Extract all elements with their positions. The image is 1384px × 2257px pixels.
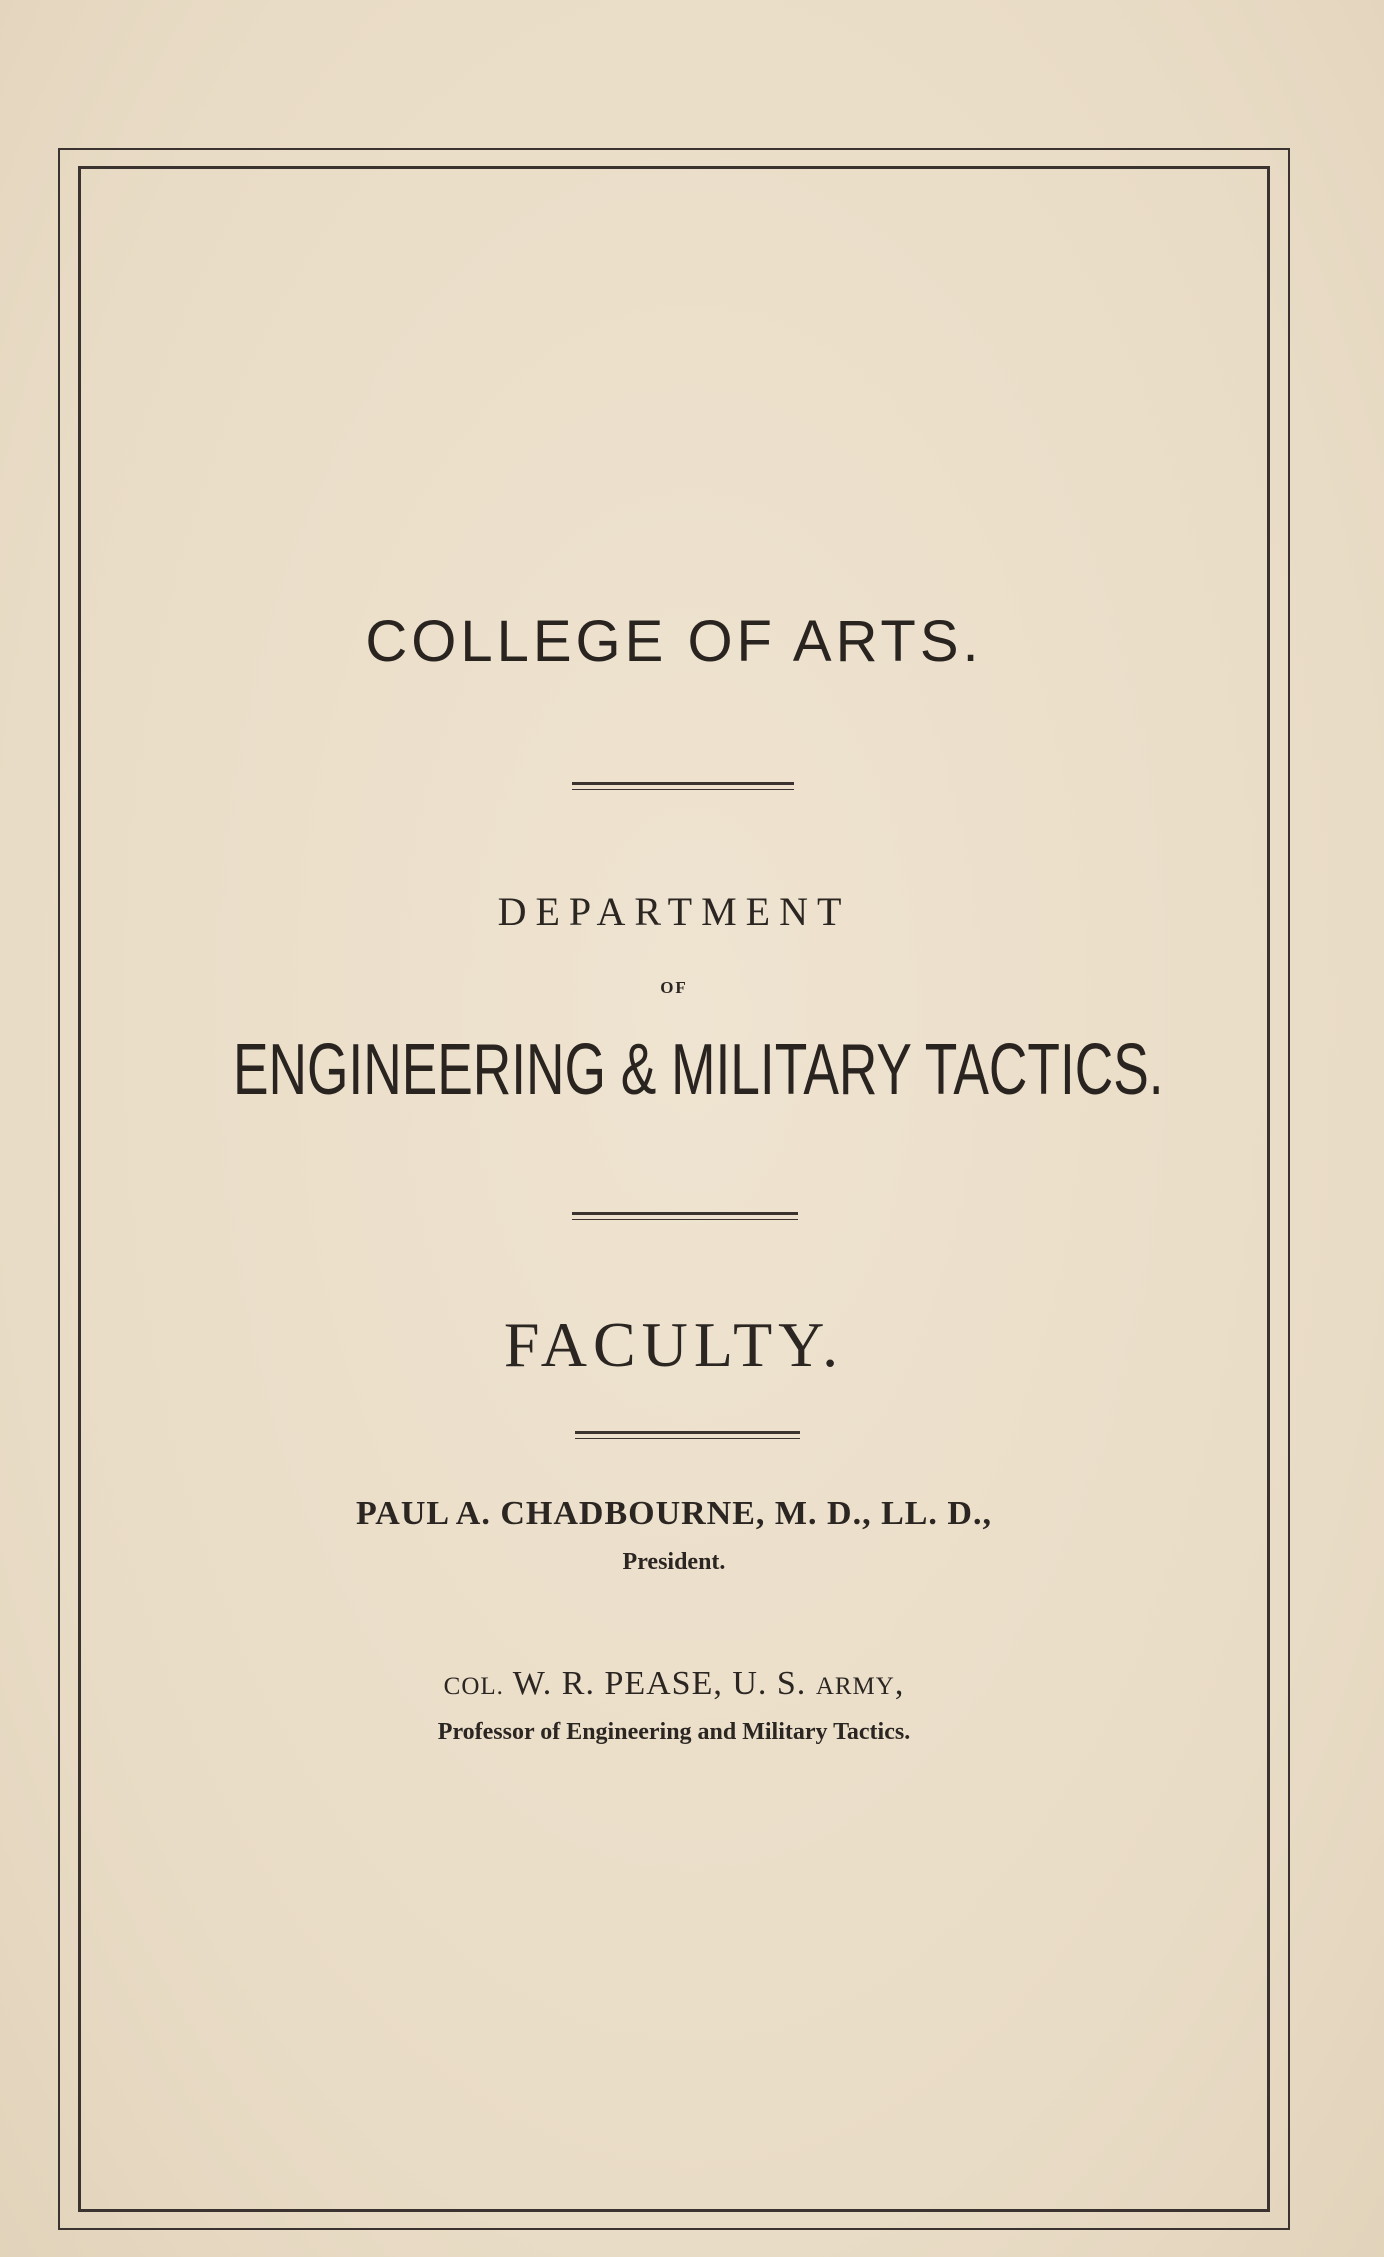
department-subject: ENGINEERING & MILITARY TACTICS. (232, 1030, 1164, 1110)
faculty-heading: FACULTY. (503, 1309, 845, 1380)
of-label: OF (660, 978, 688, 997)
department-heading: DEPARTMENT (497, 889, 851, 934)
name-suffix: ARMY (815, 1673, 895, 1700)
faculty-member-name (78, 1664, 1270, 1707)
faculty-member-name: PAUL A. CHADBOURNE, M. D., LL. D., (356, 1495, 992, 1532)
name-prefix: COL. (443, 1673, 504, 1700)
name-end: , (894, 1665, 905, 1702)
divider-rule (575, 1431, 800, 1439)
divider-rule (572, 1212, 798, 1220)
college-heading: COLLEGE OF ARTS. (365, 609, 983, 674)
faculty-member-role: President. (622, 1549, 726, 1575)
name-main: W. R. PEASE, U. S. (503, 1665, 816, 1702)
divider-rule (572, 782, 794, 790)
faculty-member-role: Professor of Engineering and Military Tactics. (437, 1719, 911, 1745)
inner-border-frame (78, 166, 1270, 2212)
